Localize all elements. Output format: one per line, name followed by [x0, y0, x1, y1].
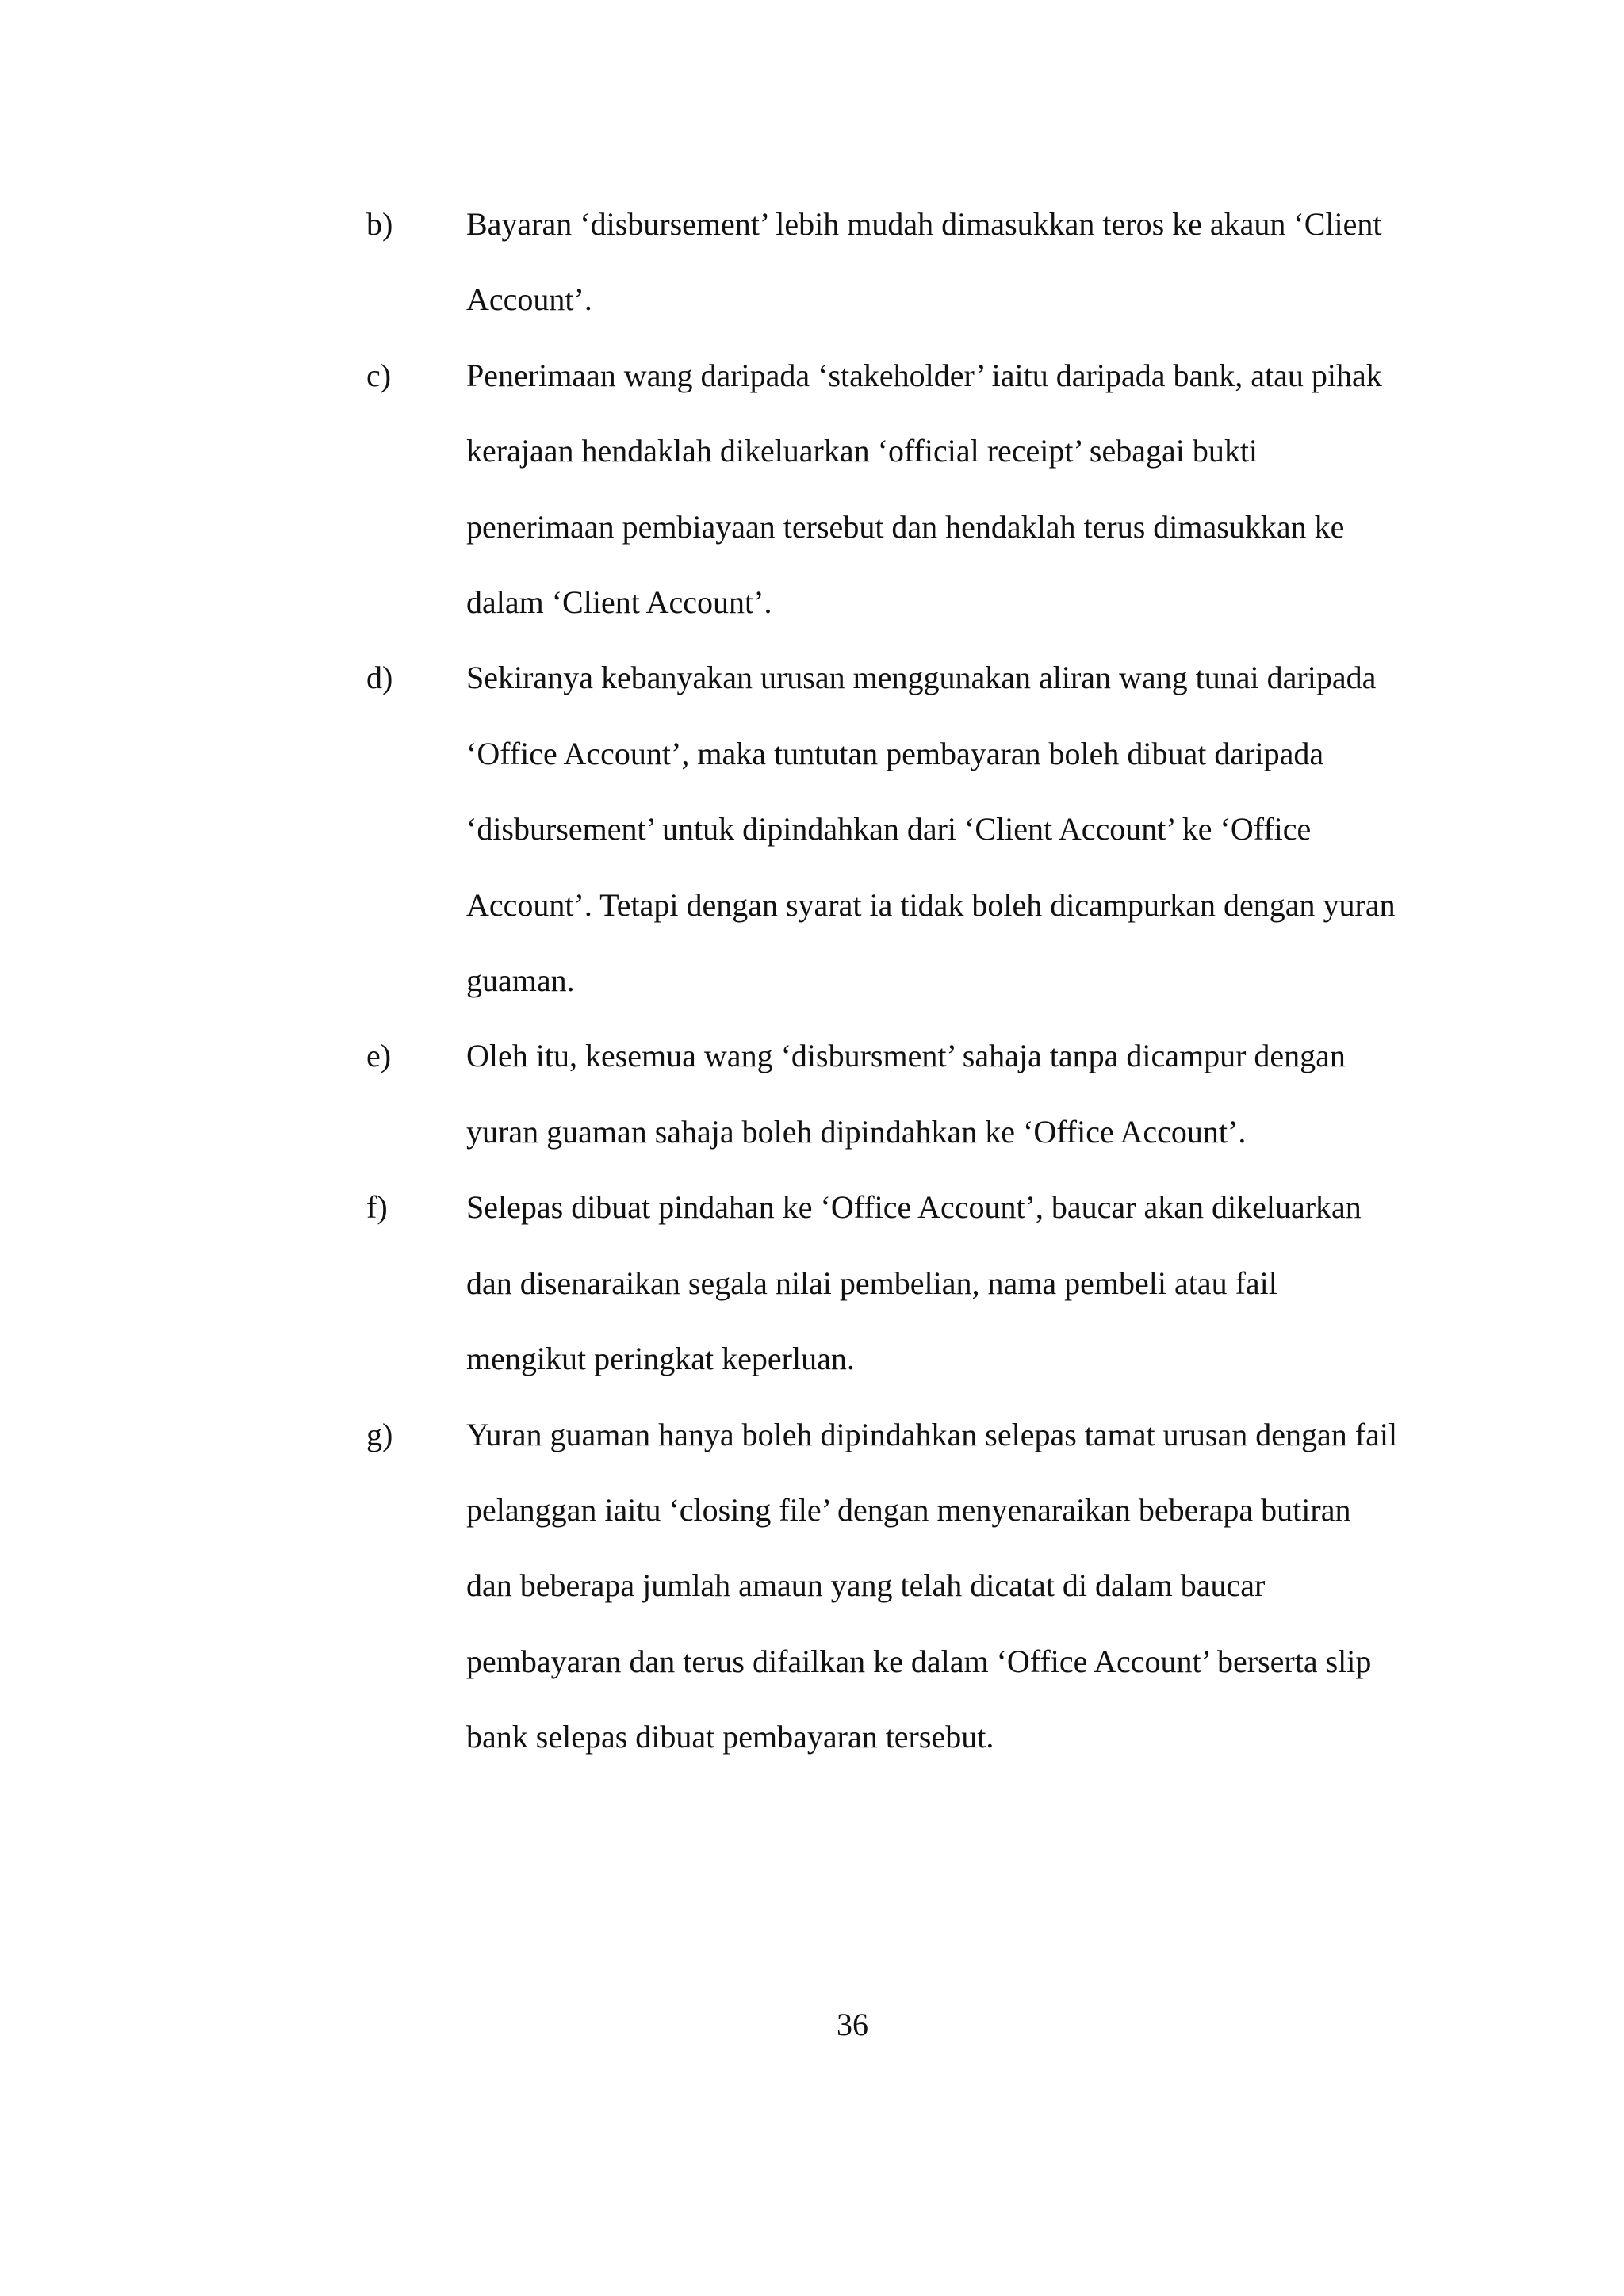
text-line: kerajaan hendaklah dikeluarkan ‘official receipt’ sebagai bukti	[466, 433, 1258, 469]
list-item-text	[466, 1397, 1461, 1775]
text-line: mengikut peringkat keperluan.	[466, 1341, 855, 1377]
list-item	[366, 186, 1461, 338]
list-item	[366, 338, 1461, 641]
text-line: yuran guaman sahaja boleh dipindahkan ke ‘Office Account’.	[466, 1113, 1247, 1150]
text-line: Sekiranya kebanyakan urusan menggunakan aliran wang tunai daripada	[466, 660, 1377, 696]
text-line: Oleh itu, kesemua wang ‘disbursment’ sahaja tanpa dicampur dengan	[466, 1038, 1346, 1074]
list-item-marker: f)	[366, 1189, 388, 1226]
text-line: dalam ‘Client Account’.	[466, 584, 772, 621]
lettered-list	[366, 186, 1461, 1775]
list-item	[366, 1018, 1461, 1169]
text-line: pembayaran dan terus difailkan ke dalam ‘Office Account’ berserta slip	[466, 1643, 1372, 1679]
text-line: Yuran guaman hanya boleh dipindahkan selepas tamat urusan dengan fail	[466, 1416, 1398, 1452]
text-line: ‘Office Account’, maka tuntutan pembayaran boleh dibuat daripada	[466, 735, 1324, 771]
text-line: pelanggan iaitu ‘closing file’ dengan menyenaraikan beberapa butiran	[466, 1491, 1351, 1528]
list-item-marker: b)	[366, 206, 393, 242]
text-line: Bayaran ‘disbursement’ lebih mudah dimasukkan teros ke akaun ‘Client	[466, 206, 1382, 242]
text-line: Account’. Tetapi dengan syarat ia tidak boleh dicampurkan dengan yuran	[466, 886, 1396, 923]
text-line: guaman.	[466, 962, 575, 999]
list-item	[366, 640, 1461, 1018]
list-item-marker: c)	[366, 357, 392, 393]
list-item	[366, 1169, 1461, 1396]
text-line: ‘disbursement’ untuk dipindahkan dari ‘Client Account’ ke ‘Office	[466, 811, 1312, 848]
text-line: bank selepas dibuat pembayaran tersebut.	[466, 1719, 994, 1755]
list-item-marker: d)	[366, 660, 393, 696]
text-line: Penerimaan wang daripada ‘stakeholder’ iaitu daripada bank, atau pihak	[466, 357, 1382, 393]
text-line: Selepas dibuat pindahan ke ‘Office Account’, baucar akan dikeluarkan	[466, 1189, 1362, 1226]
text-line: dan beberapa jumlah amaun yang telah dicatat di dalam baucar	[466, 1567, 1266, 1604]
text-line: dan disenaraikan segala nilai pembelian, nama pembeli atau fail	[466, 1265, 1277, 1301]
list-item-marker: e)	[366, 1038, 392, 1074]
list-item-text	[466, 1169, 1461, 1396]
list-item-text	[466, 338, 1461, 641]
list-item	[366, 1397, 1461, 1775]
text-line: penerimaan pembiayaan tersebut dan hendaklah terus dimasukkan ke	[466, 508, 1345, 545]
list-item-text	[466, 1018, 1461, 1169]
list-item-text	[466, 640, 1461, 1018]
text-line: Account’.	[466, 281, 592, 318]
list-item-text	[466, 186, 1461, 338]
page-number: 36	[837, 2007, 868, 2042]
list-item-marker: g)	[366, 1416, 393, 1452]
